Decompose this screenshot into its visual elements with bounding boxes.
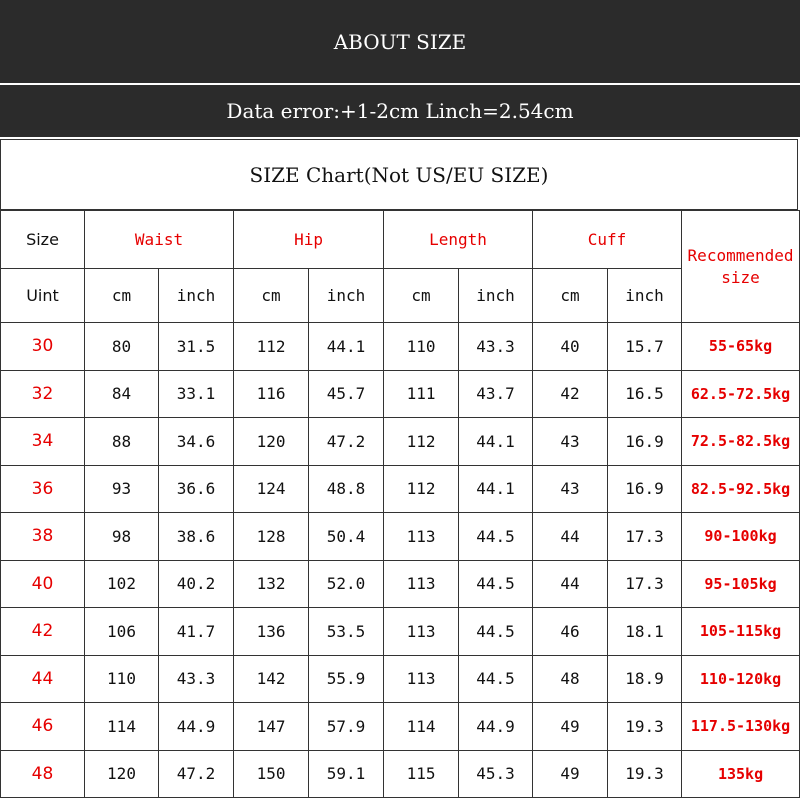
measurement-cell: 84	[85, 370, 159, 418]
table-row	[1, 323, 800, 371]
measurement-cell: 18.9	[608, 655, 682, 703]
measurement-cell: 80	[85, 323, 159, 371]
size-cell: 30	[1, 323, 85, 371]
measurement-cell: 112	[384, 418, 459, 466]
recommended-weight-cell: 105-115kg	[682, 608, 800, 656]
measurement-cell: 38.6	[159, 513, 234, 561]
measurement-cell: 57.9	[309, 703, 384, 751]
recommended-weight-cell: 90-100kg	[682, 513, 800, 561]
measurement-cell: 102	[85, 560, 159, 608]
recommended-weight-cell: 135kg	[682, 750, 800, 798]
measurement-cell: 48	[533, 655, 608, 703]
measurement-cell: 44.5	[459, 560, 533, 608]
measurement-cell: 111	[384, 370, 459, 418]
cuff-header: Cuff	[533, 211, 682, 269]
measurement-cell: 150	[234, 750, 309, 798]
measurement-cell: 136	[234, 608, 309, 656]
measurement-cell: 40	[533, 323, 608, 371]
measurement-cell: 44	[533, 513, 608, 561]
recommended-weight-cell: 110-120kg	[682, 655, 800, 703]
measurement-cell: 34.6	[159, 418, 234, 466]
size-cell: 44	[1, 655, 85, 703]
measurement-cell: 17.3	[608, 560, 682, 608]
recommended-weight-cell: 55-65kg	[682, 323, 800, 371]
data-error-banner	[0, 85, 800, 137]
size-cell: 38	[1, 513, 85, 561]
table-row	[1, 560, 800, 608]
measurement-cell: 45.3	[459, 750, 533, 798]
measurement-cell: 44.1	[459, 465, 533, 513]
measurement-cell: 44.1	[459, 418, 533, 466]
measurement-cell: 16.9	[608, 465, 682, 513]
unit-cell: inch	[159, 269, 234, 323]
measurement-cell: 44.5	[459, 655, 533, 703]
measurement-cell: 15.7	[608, 323, 682, 371]
size-cell: 42	[1, 608, 85, 656]
measurement-cell: 112	[234, 323, 309, 371]
hip-header: Hip	[234, 211, 384, 269]
measurement-cell: 106	[85, 608, 159, 656]
measurement-cell: 40.2	[159, 560, 234, 608]
measurement-cell: 55.9	[309, 655, 384, 703]
table-row	[1, 370, 800, 418]
group-header-row	[1, 211, 800, 269]
measurement-cell: 48.8	[309, 465, 384, 513]
measurement-cell: 59.1	[309, 750, 384, 798]
measurement-cell: 46	[533, 608, 608, 656]
size-table	[0, 210, 800, 798]
unit-cell: cm	[384, 269, 459, 323]
measurement-cell: 112	[384, 465, 459, 513]
measurement-cell: 110	[85, 655, 159, 703]
unit-cell: cm	[234, 269, 309, 323]
measurement-cell: 44.1	[309, 323, 384, 371]
measurement-cell: 113	[384, 655, 459, 703]
measurement-cell: 42	[533, 370, 608, 418]
measurement-cell: 41.7	[159, 608, 234, 656]
measurement-cell: 45.7	[309, 370, 384, 418]
measurement-cell: 44	[533, 560, 608, 608]
measurement-cell: 114	[384, 703, 459, 751]
measurement-cell: 120	[85, 750, 159, 798]
measurement-cell: 114	[85, 703, 159, 751]
measurement-cell: 128	[234, 513, 309, 561]
measurement-cell: 147	[234, 703, 309, 751]
unit-header-row	[1, 269, 800, 323]
measurement-cell: 43.3	[159, 655, 234, 703]
about-size-title: ABOUT SIZE	[333, 29, 467, 54]
measurement-cell: 16.9	[608, 418, 682, 466]
measurement-cell: 98	[85, 513, 159, 561]
measurement-cell: 50.4	[309, 513, 384, 561]
measurement-cell: 18.1	[608, 608, 682, 656]
measurement-cell: 44.5	[459, 513, 533, 561]
table-row	[1, 703, 800, 751]
table-row	[1, 655, 800, 703]
measurement-cell: 120	[234, 418, 309, 466]
about-size-banner	[0, 0, 800, 83]
measurement-cell: 142	[234, 655, 309, 703]
measurement-cell: 47.2	[309, 418, 384, 466]
table-row	[1, 750, 800, 798]
unit-header: Uint	[1, 269, 85, 323]
measurement-cell: 36.6	[159, 465, 234, 513]
measurement-cell: 113	[384, 560, 459, 608]
size-table-body	[1, 323, 800, 798]
table-row	[1, 465, 800, 513]
length-header: Length	[384, 211, 533, 269]
recommended-size-header: Recommended size	[682, 211, 800, 323]
recommended-weight-cell: 117.5-130kg	[682, 703, 800, 751]
measurement-cell: 124	[234, 465, 309, 513]
recommended-weight-cell: 72.5-82.5kg	[682, 418, 800, 466]
unit-cell: inch	[309, 269, 384, 323]
measurement-cell: 31.5	[159, 323, 234, 371]
size-cell: 40	[1, 560, 85, 608]
measurement-cell: 132	[234, 560, 309, 608]
measurement-cell: 116	[234, 370, 309, 418]
measurement-cell: 53.5	[309, 608, 384, 656]
measurement-cell: 49	[533, 750, 608, 798]
measurement-cell: 44.9	[159, 703, 234, 751]
measurement-cell: 44.5	[459, 608, 533, 656]
waist-header: Waist	[85, 211, 234, 269]
measurement-cell: 17.3	[608, 513, 682, 561]
table-row	[1, 418, 800, 466]
table-row	[1, 608, 800, 656]
measurement-cell: 43	[533, 465, 608, 513]
measurement-cell: 49	[533, 703, 608, 751]
unit-cell: inch	[608, 269, 682, 323]
measurement-cell: 113	[384, 608, 459, 656]
table-row	[1, 513, 800, 561]
recommended-weight-cell: 82.5-92.5kg	[682, 465, 800, 513]
size-chart-title: SIZE Chart(Not US/EU SIZE)	[249, 162, 549, 187]
size-cell: 36	[1, 465, 85, 513]
measurement-cell: 44.9	[459, 703, 533, 751]
measurement-cell: 52.0	[309, 560, 384, 608]
measurement-cell: 88	[85, 418, 159, 466]
measurement-cell: 16.5	[608, 370, 682, 418]
size-cell: 32	[1, 370, 85, 418]
recommended-weight-cell: 95-105kg	[682, 560, 800, 608]
size-header: Size	[1, 211, 85, 269]
measurement-cell: 110	[384, 323, 459, 371]
measurement-cell: 33.1	[159, 370, 234, 418]
unit-cell: cm	[85, 269, 159, 323]
data-error-note: Data error:+1-2cm Linch=2.54cm	[226, 99, 574, 123]
size-cell: 34	[1, 418, 85, 466]
measurement-cell: 93	[85, 465, 159, 513]
measurement-cell: 19.3	[608, 703, 682, 751]
size-cell: 48	[1, 750, 85, 798]
measurement-cell: 43	[533, 418, 608, 466]
measurement-cell: 43.7	[459, 370, 533, 418]
measurement-cell: 47.2	[159, 750, 234, 798]
measurement-cell: 115	[384, 750, 459, 798]
size-chart-title-box	[0, 139, 798, 210]
measurement-cell: 113	[384, 513, 459, 561]
recommended-weight-cell: 62.5-72.5kg	[682, 370, 800, 418]
measurement-cell: 19.3	[608, 750, 682, 798]
measurement-cell: 43.3	[459, 323, 533, 371]
size-cell: 46	[1, 703, 85, 751]
unit-cell: cm	[533, 269, 608, 323]
unit-cell: inch	[459, 269, 533, 323]
